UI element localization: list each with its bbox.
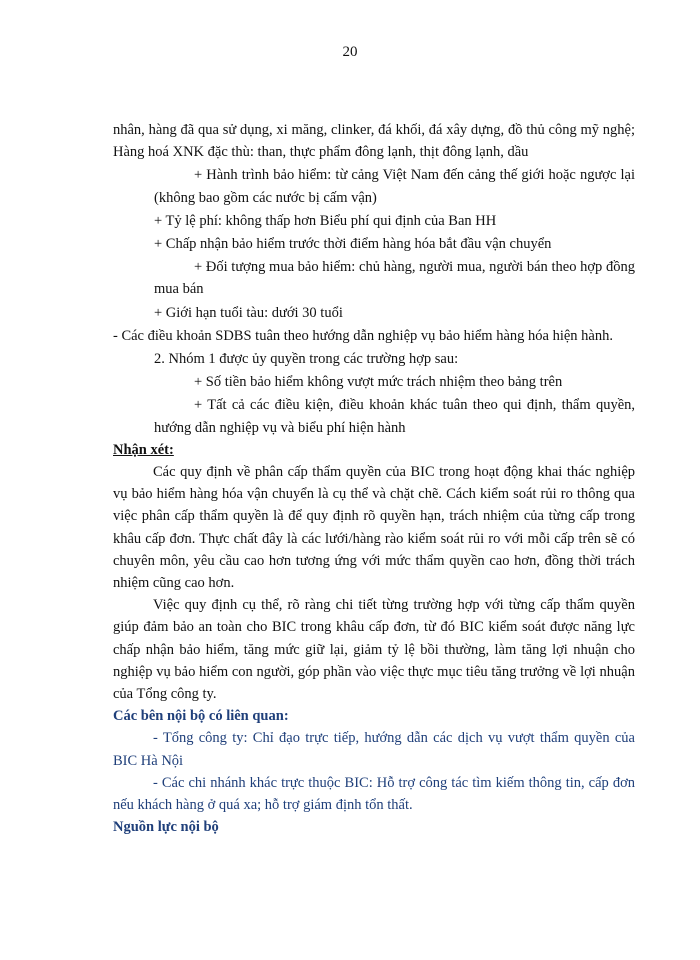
bullet-insured-parties: + Đối tượng mua bảo hiểm: chủ hàng, người mua, người bán theo hợp đồng mua bán (154, 259, 635, 298)
document-body (113, 119, 635, 839)
bullet-sum-insured: + Số tiền bảo hiểm không vượt mức trách nhiệm theo bảng trên (194, 374, 563, 391)
remarks-heading: Nhận xét: (113, 441, 174, 458)
bullet-insurance-route: + Hành trình bảo hiểm: từ cảng Việt Nam đến cảng thế giới hoặc ngược lại (không bao gồm các nước bị cấm vận) (154, 167, 635, 206)
bullet-other-conditions: + Tất cả các điều kiện, điều khoản khác tuân theo qui định, thẩm quyền, hướng dẫn nghiệp vụ và biểu phí hiện hành (154, 397, 635, 436)
page-number: 20 (342, 44, 358, 60)
paragraph-goods-list: nhân, hàng đã qua sử dụng, xi măng, clinker, đá khối, đá xây dựng, đồ thủ công mỹ nghệ; Hàng hoá XNK đặc thù: than, thực phẩm đông lạnh, thịt đông lạnh, dầu (113, 122, 635, 161)
internal-resources-heading: Nguồn lực nội bộ (113, 819, 219, 836)
bullet-acceptance-time: + Chấp nhận bảo hiểm trước thời điểm hàng hóa bắt đầu vận chuyển (154, 236, 552, 253)
paragraph-group-1-authorization: 2. Nhóm 1 được ủy quyền trong các trường hợp sau: (154, 351, 459, 368)
paragraph-sdbs-clauses: - Các điều khoản SDBS tuân theo hướng dẫn nghiệp vụ bảo hiểm hàng hóa hiện hành. (113, 327, 613, 344)
remarks-paragraph-2: Việc quy định cụ thể, rõ ràng chi tiết từng trường hợp với từng cấp thẩm quyền giúp đảm bảo an toàn cho BIC trong khâu cấp đơn, từ đó BIC kiểm soát được năng lực chấp nhận bảo hiểm, tăng mức giữ lại, giảm tỷ lệ bồi thường, làm tăng lợi nhuận cho nghiệp vụ bảo hiểm con người, góp phần vào việc thực mục tiêu tăng trưởng về lợi nhuận của Tổng công ty. (113, 597, 635, 703)
related-party-branches: - Các chi nhánh khác trực thuộc BIC: Hỗ trợ công tác tìm kiếm thông tin, cấp đơn nếu khách hàng ở quá xa; hỗ trợ giám định tổn thất. (113, 774, 635, 814)
remarks-paragraph-1: Các quy định về phân cấp thẩm quyền của BIC trong hoạt động khai thác nghiệp vụ bảo hiểm hàng hóa vận chuyển là cụ thể và chặt chẽ. Cách kiểm soát rủi ro thông qua việc phân cấp thẩm quyền là để quy định rõ quyền hạn, trách nhiệm của từng cấp trong khâu cấp đơn. Thực chất đây là các lưới/hàng rào kiểm soát rủi ro với mỗi cấp trên sẽ có chuyên môn, yêu cầu cao hơn tương ứng với mức thẩm quyền cao hơn, đồng thời trách nhiệm cũng cao hơn. (113, 464, 635, 592)
related-parties-heading: Các bên nội bộ có liên quan: (113, 708, 289, 725)
bullet-premium-rate: + Tỷ lệ phí: không thấp hơn Biểu phí qui định của Ban HH (154, 212, 497, 229)
related-party-head-office: - Tổng công ty: Chỉ đạo trực tiếp, hướng dẫn các dịch vụ vượt thẩm quyền của BIC Hà Nội (113, 730, 635, 769)
bullet-vessel-age: + Giới hạn tuổi tàu: dưới 30 tuổi (154, 304, 343, 321)
